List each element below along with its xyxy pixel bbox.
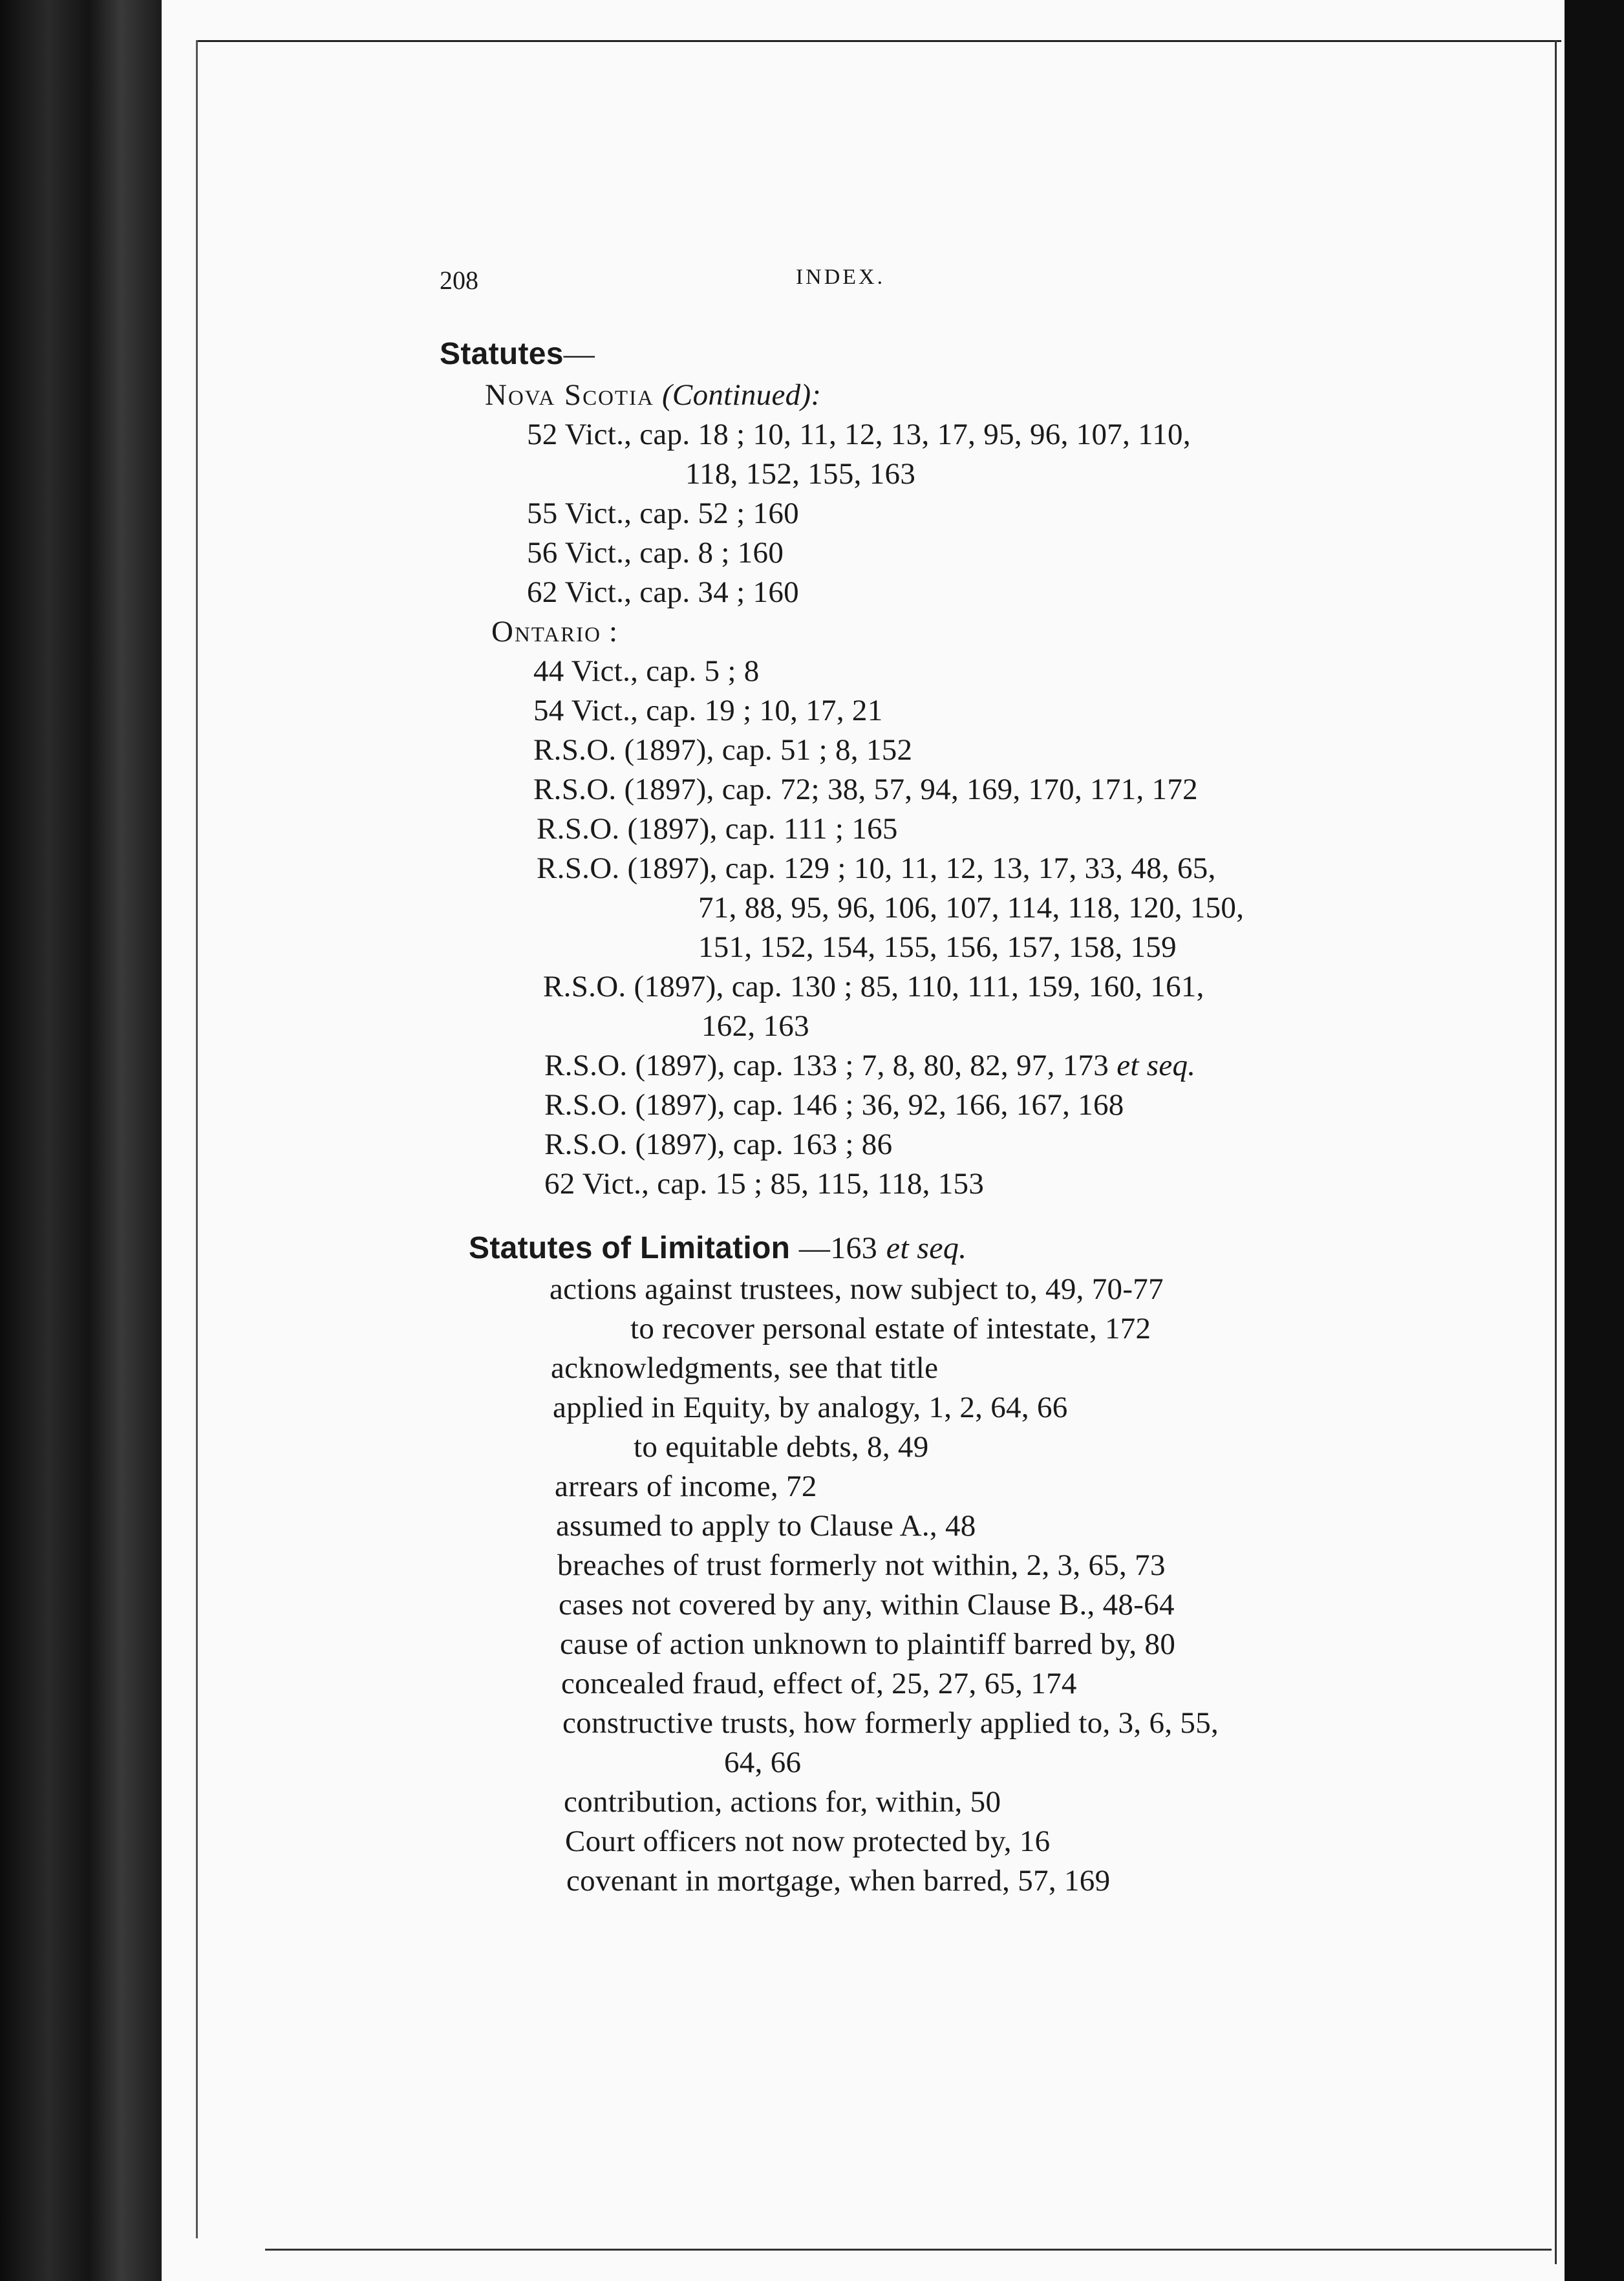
index-entry-continuation: 162, 163	[701, 1009, 809, 1043]
index-entry: R.S.O. (1897), cap. 133 ; 7, 8, 80, 82, 97, 173 et seq.	[544, 1049, 1196, 1082]
page-header	[440, 265, 1241, 304]
index-entry-continuation: 118, 152, 155, 163	[685, 457, 916, 491]
index-entry: acknowledgments, see that title	[551, 1351, 939, 1385]
index-entry: 54 Vict., cap. 19 ; 10, 17, 21	[533, 694, 883, 727]
index-content	[440, 333, 1448, 1901]
index-entry: R.S.O. (1897), cap. 72; 38, 57, 94, 169, 170, 171, 172	[533, 773, 1198, 806]
subsection-nova-scotia: Nova Scotia (Continued):	[485, 378, 822, 412]
index-entry: 44 Vict., cap. 5 ; 8	[533, 654, 760, 688]
subsection-ontario: Ontario :	[491, 615, 618, 648]
index-entry: 62 Vict., cap. 34 ; 160	[527, 575, 799, 609]
index-entry: 52 Vict., cap. 18 ; 10, 11, 12, 13, 17, 95, 96, 107, 110,	[527, 418, 1191, 451]
index-entry: R.S.O. (1897), cap. 51 ; 8, 152	[533, 733, 913, 767]
index-entry: constructive trusts, how formerly applied to, 3, 6, 55,	[562, 1706, 1219, 1740]
next-page-edge	[1565, 0, 1624, 2281]
index-entry-continuation: 151, 152, 154, 155, 156, 157, 158, 159	[698, 930, 1177, 964]
index-entry: breaches of trust formerly not within, 2, 3, 65, 73	[557, 1548, 1166, 1582]
index-entry: actions against trustees, now subject to, 49, 70-77	[550, 1272, 1164, 1306]
index-entry: assumed to apply to Clause A., 48	[556, 1509, 976, 1543]
index-heading-statutes: Statutes—	[440, 337, 595, 371]
index-entry-continuation: 71, 88, 95, 96, 106, 107, 114, 118, 120, 150,	[698, 891, 1245, 925]
index-entry: cases not covered by any, within Clause B., 48-64	[559, 1588, 1175, 1622]
page-border-top	[197, 40, 1561, 42]
index-entry: 56 Vict., cap. 8 ; 160	[527, 536, 784, 570]
index-entry: 55 Vict., cap. 52 ; 160	[527, 497, 799, 530]
index-entry: cause of action unknown to plaintiff barred by, 80	[560, 1627, 1176, 1661]
index-entry-continuation: 64, 66	[724, 1746, 802, 1779]
index-heading-statutes-of-limitation: Statutes of Limitation —163 et seq.	[469, 1231, 967, 1265]
index-entry: arrears of income, 72	[555, 1470, 817, 1503]
index-entry: contribution, actions for, within, 50	[564, 1785, 1001, 1819]
index-entry: 62 Vict., cap. 15 ; 85, 115, 118, 153	[544, 1167, 985, 1201]
index-entry: concealed fraud, effect of, 25, 27, 65, 174	[561, 1667, 1077, 1700]
index-subentry: to equitable debts, 8, 49	[634, 1430, 929, 1464]
index-entry: R.S.O. (1897), cap. 163 ; 86	[544, 1128, 893, 1161]
page-border-right	[1555, 40, 1557, 2264]
page-border-bottom	[265, 2249, 1552, 2251]
index-entry: R.S.O. (1897), cap. 129 ; 10, 11, 12, 13, 17, 33, 48, 65,	[537, 851, 1216, 885]
index-entry: applied in Equity, by analogy, 1, 2, 64, 66	[553, 1391, 1068, 1424]
index-entry: R.S.O. (1897), cap. 111 ; 165	[537, 812, 898, 846]
index-entry: R.S.O. (1897), cap. 130 ; 85, 110, 111, 159, 160, 161,	[543, 970, 1204, 1003]
page-border-left	[196, 40, 198, 2238]
index-entry: covenant in mortgage, when barred, 57, 169	[566, 1864, 1111, 1898]
index-entry: Court officers not now protected by, 16	[565, 1825, 1051, 1858]
section-gap	[440, 1204, 1448, 1227]
running-head: INDEX.	[795, 265, 886, 289]
index-entry: R.S.O. (1897), cap. 146 ; 36, 92, 166, 167, 168	[544, 1088, 1124, 1122]
book-spine-shadow	[0, 0, 162, 2281]
page-number: 208	[440, 266, 478, 295]
index-subentry: to recover personal estate of intestate, 172	[630, 1312, 1151, 1345]
